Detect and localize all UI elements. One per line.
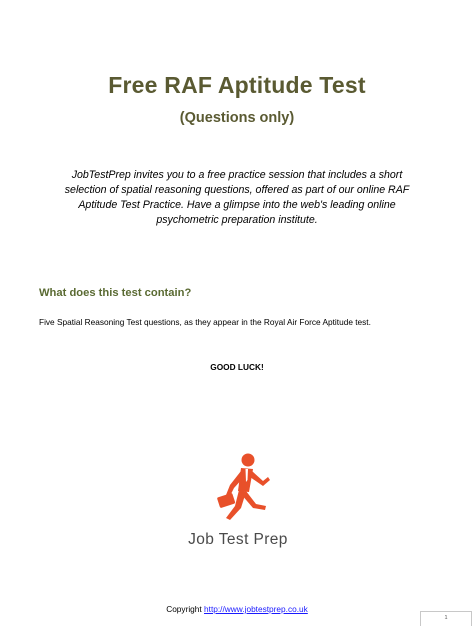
- document-subtitle: (Questions only): [179, 110, 295, 126]
- copyright-footer: [0, 604, 474, 614]
- website-link[interactable]: http://www.jobtestprep.co.uk: [204, 604, 308, 614]
- logo-text: Job Test Prep: [188, 531, 288, 548]
- section-heading: What does this test contain?: [39, 287, 192, 299]
- closing-text: GOOD LUCK!: [210, 362, 264, 372]
- intro-line: JobTestPrep invites you to a free practice session that includes a short: [71, 169, 403, 181]
- section-body: Five Spatial Reasoning Test questions, as they appear in the Royal Air Force Aptitude test.: [39, 317, 371, 327]
- intro-line: Aptitude Test Practice. Have a glimpse into the web's leading online: [78, 199, 396, 211]
- copyright-label: Copyright: [166, 604, 202, 614]
- running-businessman-icon: [196, 452, 280, 528]
- intro-line: selection of spatial reasoning questions, offered as part of our online RAF: [64, 184, 410, 196]
- document-title: Free RAF Aptitude Test: [108, 72, 366, 98]
- intro-line: psychometric preparation institute.: [156, 214, 318, 226]
- jobtestprep-logo: [168, 452, 308, 556]
- intro-paragraph: [40, 168, 434, 228]
- page-number: 1: [420, 611, 472, 626]
